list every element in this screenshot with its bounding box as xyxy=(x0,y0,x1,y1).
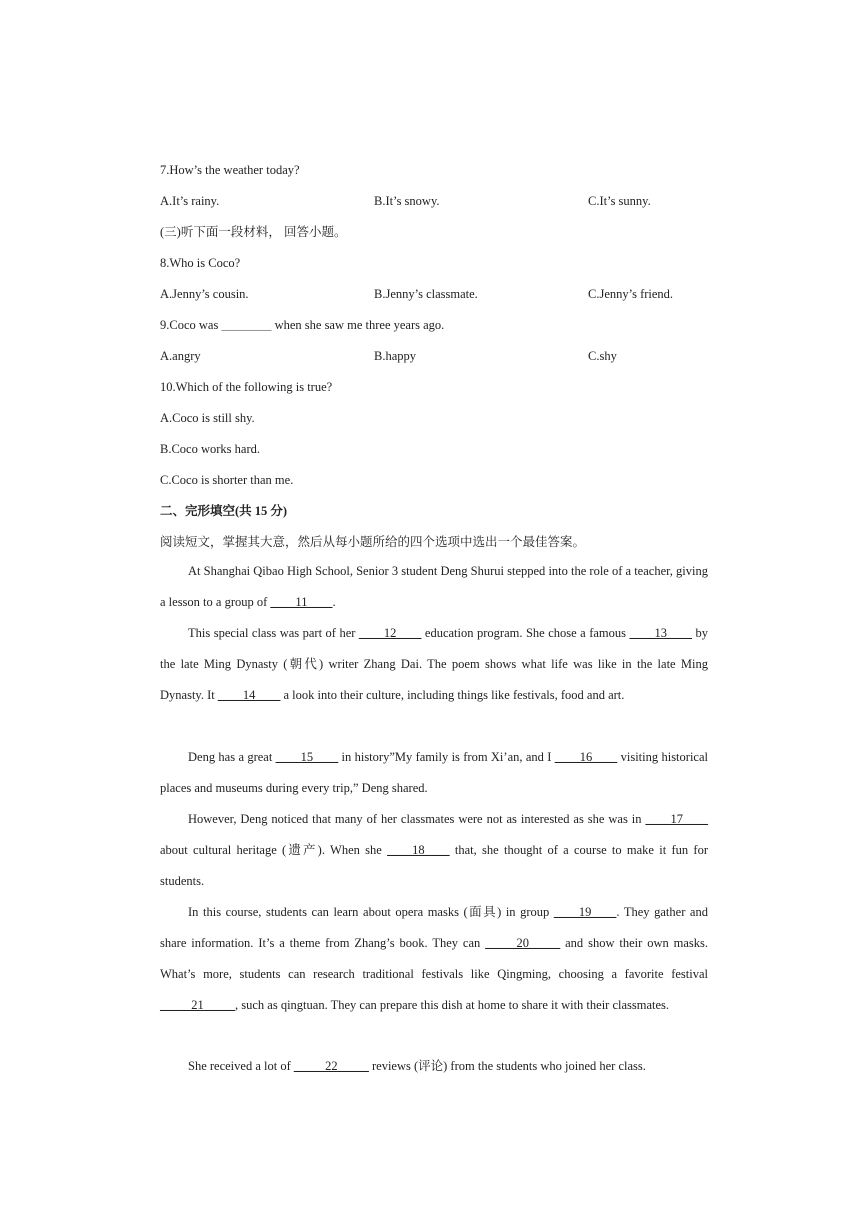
question-10-option-b: B.Coco works hard. xyxy=(160,442,260,456)
question-8-option-b: B.Jenny’s classmate. xyxy=(374,287,478,301)
paragraph-2-text-b: education program. She chose a famous xyxy=(421,626,630,640)
paragraph-1-text-end: . xyxy=(332,595,336,609)
paragraph-4-text-c: that, she thought of a course to make it fun for students. xyxy=(160,843,708,888)
paragraph-1-text: At Shanghai Qibao High School, Senior 3 student Deng Shurui stepped into the role of a teacher, giving a lesson to a group of xyxy=(160,564,708,609)
question-10-option-a: A.Coco is still shy. xyxy=(160,411,255,425)
question-9-stem-pre: 9.Coco was xyxy=(160,318,222,332)
question-9-blank: ________ xyxy=(221,318,272,332)
cloze-paragraph-4 xyxy=(160,804,708,897)
question-9-stem-post: when she saw me three years ago. xyxy=(271,318,445,332)
question-7-option-a: A.It’s rainy. xyxy=(160,194,220,208)
paragraph-2-text-d: a look into their culture, including things like festivals, food and art. xyxy=(280,688,625,702)
question-9-stem xyxy=(160,317,444,333)
paragraph-2-text-c: by the late Ming Dynasty (朝代) writer Zhang Dai. The poem shows what life was like in the late Ming Dynasty. It xyxy=(160,626,708,702)
cloze-instruction: 阅读短文，掌握其大意，然后从每小题所给的四个选项中选出一个最佳答案。 xyxy=(160,535,586,549)
paragraph-6-text-b: reviews (评论) from the students who joined her class. xyxy=(368,1059,646,1073)
cloze-paragraph-3 xyxy=(160,742,708,804)
paragraph-3-text-c: visiting historical places and museums during every trip,” Deng shared. xyxy=(160,750,708,795)
paragraph-6-text-a: She received a lot of xyxy=(188,1059,294,1073)
blank-22: _____22_____ xyxy=(293,1059,369,1073)
blank-13: ____13____ xyxy=(629,626,692,640)
paragraph-5-text-c: and show their own masks. What’s more, students can research traditional festivals like Qingming, choosing a favorite festival xyxy=(160,936,709,981)
paragraph-4-text-b: about cultural heritage (遗产). When she xyxy=(160,843,388,857)
blank-18: ____18____ xyxy=(387,843,450,857)
blank-14: ____14____ xyxy=(217,688,281,702)
section-3-heading: (三)听下面一段材料， 回答小题。 xyxy=(160,225,347,239)
cloze-paragraph-5 xyxy=(160,897,708,1021)
question-7-option-c: C.It’s sunny. xyxy=(588,194,651,208)
blank-20: _____20_____ xyxy=(485,936,561,950)
question-7-stem: 7.How’s the weather today? xyxy=(160,163,300,177)
question-9-option-b: B.happy xyxy=(374,349,417,363)
cloze-paragraph-2 xyxy=(160,618,708,711)
blank-19: ____19____ xyxy=(553,905,617,919)
blank-11: ____11____ xyxy=(270,595,333,609)
paragraph-3-text-b: in history”My family is from Xi’an, and I xyxy=(338,750,555,764)
paragraph-5-text-b: . They gather and share information. It’s a theme from Zhang’s book. They can xyxy=(160,905,708,950)
question-9-option-a: A.angry xyxy=(160,349,201,363)
blank-17: ____17____ xyxy=(645,812,708,826)
paragraph-5-text-a: In this course, students can learn about opera masks (面具) in group xyxy=(188,905,554,919)
question-9-option-c: C.shy xyxy=(588,349,617,363)
cloze-section-title: 二、完形填空(共 15 分) xyxy=(160,504,288,518)
paragraph-5-text-d: , such as qingtuan. They can prepare this dish at home to share it with their classmates. xyxy=(235,998,670,1012)
cloze-paragraph-6 xyxy=(160,1051,708,1082)
question-10-stem: 10.Which of the following is true? xyxy=(160,380,333,394)
blank-21: _____21_____ xyxy=(160,998,235,1012)
question-8-option-a: A.Jenny’s cousin. xyxy=(160,287,249,301)
question-10-option-c: C.Coco is shorter than me. xyxy=(160,473,294,487)
paragraph-3-text-a: Deng has a great xyxy=(188,750,276,764)
blank-15: ____15____ xyxy=(275,750,339,764)
question-8-stem: 8.Who is Coco? xyxy=(160,256,241,270)
question-8-option-c: C.Jenny’s friend. xyxy=(588,287,674,301)
paragraph-2-text-a: This special class was part of her xyxy=(188,626,359,640)
blank-12: ____12____ xyxy=(358,626,422,640)
question-7-option-b: B.It’s snowy. xyxy=(374,194,440,208)
paragraph-4-text-a: However, Deng noticed that many of her classmates were not as interested as she was in xyxy=(188,812,646,826)
blank-16: ____16____ xyxy=(554,750,618,764)
cloze-paragraph-1 xyxy=(160,556,708,618)
